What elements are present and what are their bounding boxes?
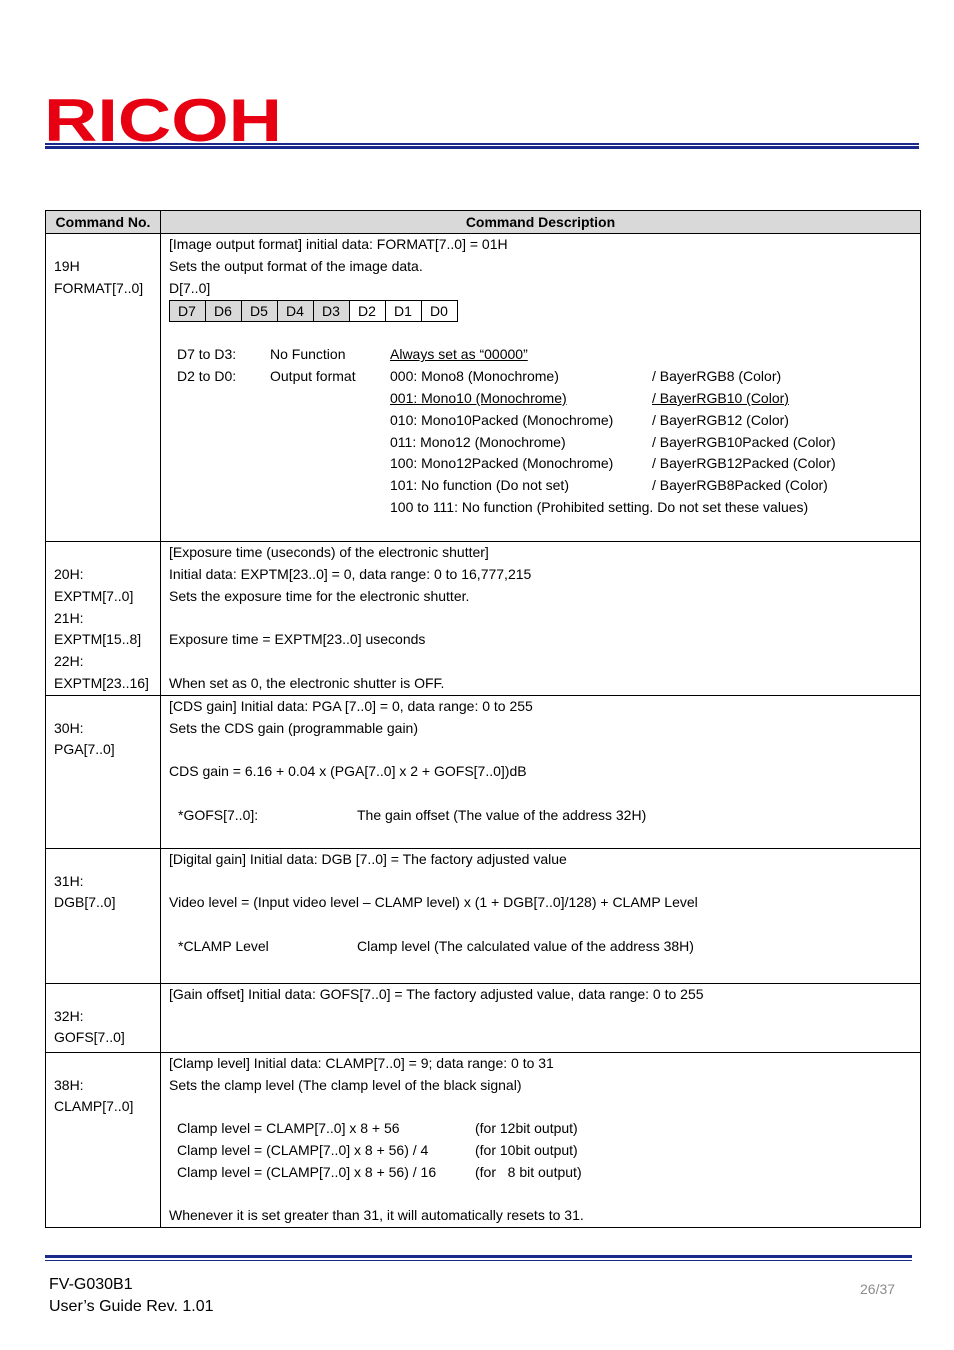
description-formula: CDS gain = 6.16 + 0.04 x (PGA[7..0] x 2 + GOFS[7..0])dB (169, 763, 527, 780)
description-text: Sets the CDS gain (programmable gain) (169, 719, 419, 736)
footer-model: FV-G030B1 (49, 1276, 133, 1293)
table-row (46, 234, 921, 542)
command-register: EXPTM[23..16] (54, 674, 149, 691)
footer-doc-info (49, 1274, 214, 1318)
command-register: DGB[7..0] (54, 894, 116, 911)
clamp-formula-row (169, 1118, 912, 1140)
bit-cell: D5 (242, 301, 278, 322)
header-rule-thin (45, 143, 919, 145)
format-row (169, 410, 912, 432)
command-register: GOFS[7..0] (54, 1029, 125, 1046)
clamp-formula-row (169, 1140, 912, 1162)
format-mono: 011: Mono12 (Monochrome) (390, 433, 566, 450)
command-no-cell (46, 1052, 161, 1227)
footer-rule-thin (45, 1260, 912, 1261)
bit-field-row (169, 366, 912, 388)
bit-range-label: D2 to D0: (177, 368, 237, 385)
description-title: [CDS gain] Initial data: PGA [7..0] = 0, data range: 0 to 255 (169, 697, 533, 714)
bit-cell: D7 (170, 301, 206, 322)
format-color: / BayerRGB10Packed (Color) (652, 433, 836, 450)
command-description-cell (161, 695, 921, 848)
description-title: [Digital gain] Initial data: DGB [7..0] = The factory adjusted value (169, 850, 567, 867)
bit-setting: Always set as “00000” (390, 346, 528, 363)
footer-guide-revision: User’s Guide Rev. 1.01 (49, 1298, 214, 1315)
note-label: *CLAMP Level (178, 937, 269, 954)
format-color: / BayerRGB10 (Color) (652, 389, 789, 406)
command-register: CLAMP[7..0] (54, 1098, 134, 1115)
note-label: *GOFS[7..0]: (178, 806, 259, 823)
command-no-cell (46, 983, 161, 1052)
table-header-row (46, 211, 921, 234)
format-mono: 010: Mono10Packed (Monochrome) (390, 411, 614, 428)
description-note (169, 936, 912, 958)
bit-cell: D0 (422, 301, 458, 322)
clamp-formula: Clamp level = CLAMP[7..0] x 8 + 56 (177, 1120, 400, 1137)
command-register: PGA[7..0] (54, 741, 115, 758)
col-command-description: Command Description (161, 211, 921, 234)
bit-cell: D4 (278, 301, 314, 322)
format-row (169, 432, 912, 454)
bit-cell: D6 (206, 301, 242, 322)
description-text: Initial data: EXPTM[23..0] = 0, data range: 0 to 16,777,215 (169, 565, 532, 582)
format-mono: 101: No function (Do not set) (390, 477, 569, 494)
table-row (46, 983, 921, 1052)
description-title: [Image output format] initial data: FORMAT[7..0] = 01H (169, 236, 508, 252)
command-table (45, 210, 921, 1228)
command-register: EXPTM[7..0] (54, 587, 134, 604)
description-text: Sets the exposure time for the electronic shutter. (169, 587, 470, 604)
clamp-output: (for 12bit output) (475, 1120, 578, 1137)
command-no-cell (46, 542, 161, 696)
bit-function: No Function (270, 346, 346, 363)
format-row (169, 475, 912, 497)
description-formula: Video level = (Input video level – CLAMP level) x (1 + DGB[7..0]/128) + CLAMP Level (169, 894, 698, 911)
format-color: / BayerRGB12 (Color) (652, 411, 789, 428)
command-description-cell (161, 1052, 921, 1227)
description-title: [Exposure time (useconds) of the electronic shutter] (169, 544, 489, 560)
table-row (46, 1052, 921, 1227)
clamp-output: (for 8 bit output) (475, 1163, 582, 1180)
clamp-formula: Clamp level = (CLAMP[7..0] x 8 + 56) / 16 (177, 1163, 437, 1180)
description-text: D[7..0] (169, 279, 211, 296)
description-note (169, 805, 912, 827)
table-row (46, 848, 921, 983)
command-description-cell (161, 234, 921, 542)
clamp-formula: Clamp level = (CLAMP[7..0] x 8 + 56) / 4 (177, 1141, 429, 1158)
note-text: The gain offset (The value of the address 32H) (357, 806, 647, 823)
command-description-cell (161, 542, 921, 696)
description-title: [Clamp level] Initial data: CLAMP[7..0] = 9; data range: 0 to 31 (169, 1054, 554, 1071)
format-row (169, 497, 912, 519)
description-note: When set as 0, the electronic shutter is OFF. (169, 674, 445, 691)
command-no: 38H: (54, 1076, 84, 1093)
bit-cell: D2 (350, 301, 386, 322)
command-no-cell (46, 234, 161, 542)
command-register: EXPTM[15..8] (54, 631, 142, 648)
command-no-cell (46, 695, 161, 848)
command-no: 32H: (54, 1007, 84, 1024)
command-no: 30H: (54, 719, 84, 736)
bit-range-label: D7 to D3: (177, 346, 237, 363)
svg-text:RICOH: RICOH (44, 96, 282, 142)
header-rule-thick (45, 146, 919, 149)
description-formula: Exposure time = EXPTM[23..0] useconds (169, 631, 426, 648)
format-color: / BayerRGB8 (Color) (652, 368, 782, 385)
command-register: FORMAT[7..0] (54, 279, 144, 296)
command-no-cell (46, 848, 161, 983)
col-command-no: Command No. (46, 211, 161, 234)
note-text: Clamp level (The calculated value of the address 38H) (357, 937, 694, 954)
command-no: 20H: (54, 566, 84, 582)
description-note: Whenever it is set greater than 31, it will automatically resets to 31. (169, 1207, 584, 1224)
table-row (46, 542, 921, 696)
clamp-output: (for 10bit output) (475, 1141, 578, 1158)
description-text: Sets the clamp level (The clamp level of the black signal) (169, 1076, 522, 1093)
description-title: [Gain offset] Initial data: GOFS[7..0] = The factory adjusted value, data range: 0 to 255 (169, 985, 704, 1002)
command-no: 19H (54, 257, 80, 274)
bit-field-row (169, 344, 912, 366)
ricoh-logo (44, 96, 284, 142)
bit-function: Output format (270, 368, 356, 385)
footer-rule-thick (45, 1255, 912, 1258)
format-color: / BayerRGB12Packed (Color) (652, 455, 836, 472)
command-no: 31H: (54, 872, 84, 889)
command-no: 21H: (54, 609, 84, 626)
bit-cell: D3 (314, 301, 350, 322)
command-no: 22H: (54, 653, 84, 670)
format-mono: 001: Mono10 (Monochrome) (390, 389, 567, 406)
command-description-cell (161, 983, 921, 1052)
format-prohibited: 100 to 111: No function (Prohibited setting. Do not set these values) (390, 498, 809, 515)
bit-table (169, 300, 458, 322)
clamp-formula-row (169, 1162, 912, 1184)
format-row (169, 453, 912, 475)
table-row (46, 695, 921, 848)
format-mono: 100: Mono12Packed (Monochrome) (390, 455, 614, 472)
description-text: Sets the output format of the image data. (169, 257, 423, 274)
format-row (169, 388, 912, 410)
format-color: / BayerRGB8Packed (Color) (652, 477, 828, 494)
bit-cell: D1 (386, 301, 422, 322)
page-number: 26/37 (860, 1281, 896, 1297)
format-mono: 000: Mono8 (Monochrome) (390, 368, 559, 385)
command-description-cell (161, 848, 921, 983)
